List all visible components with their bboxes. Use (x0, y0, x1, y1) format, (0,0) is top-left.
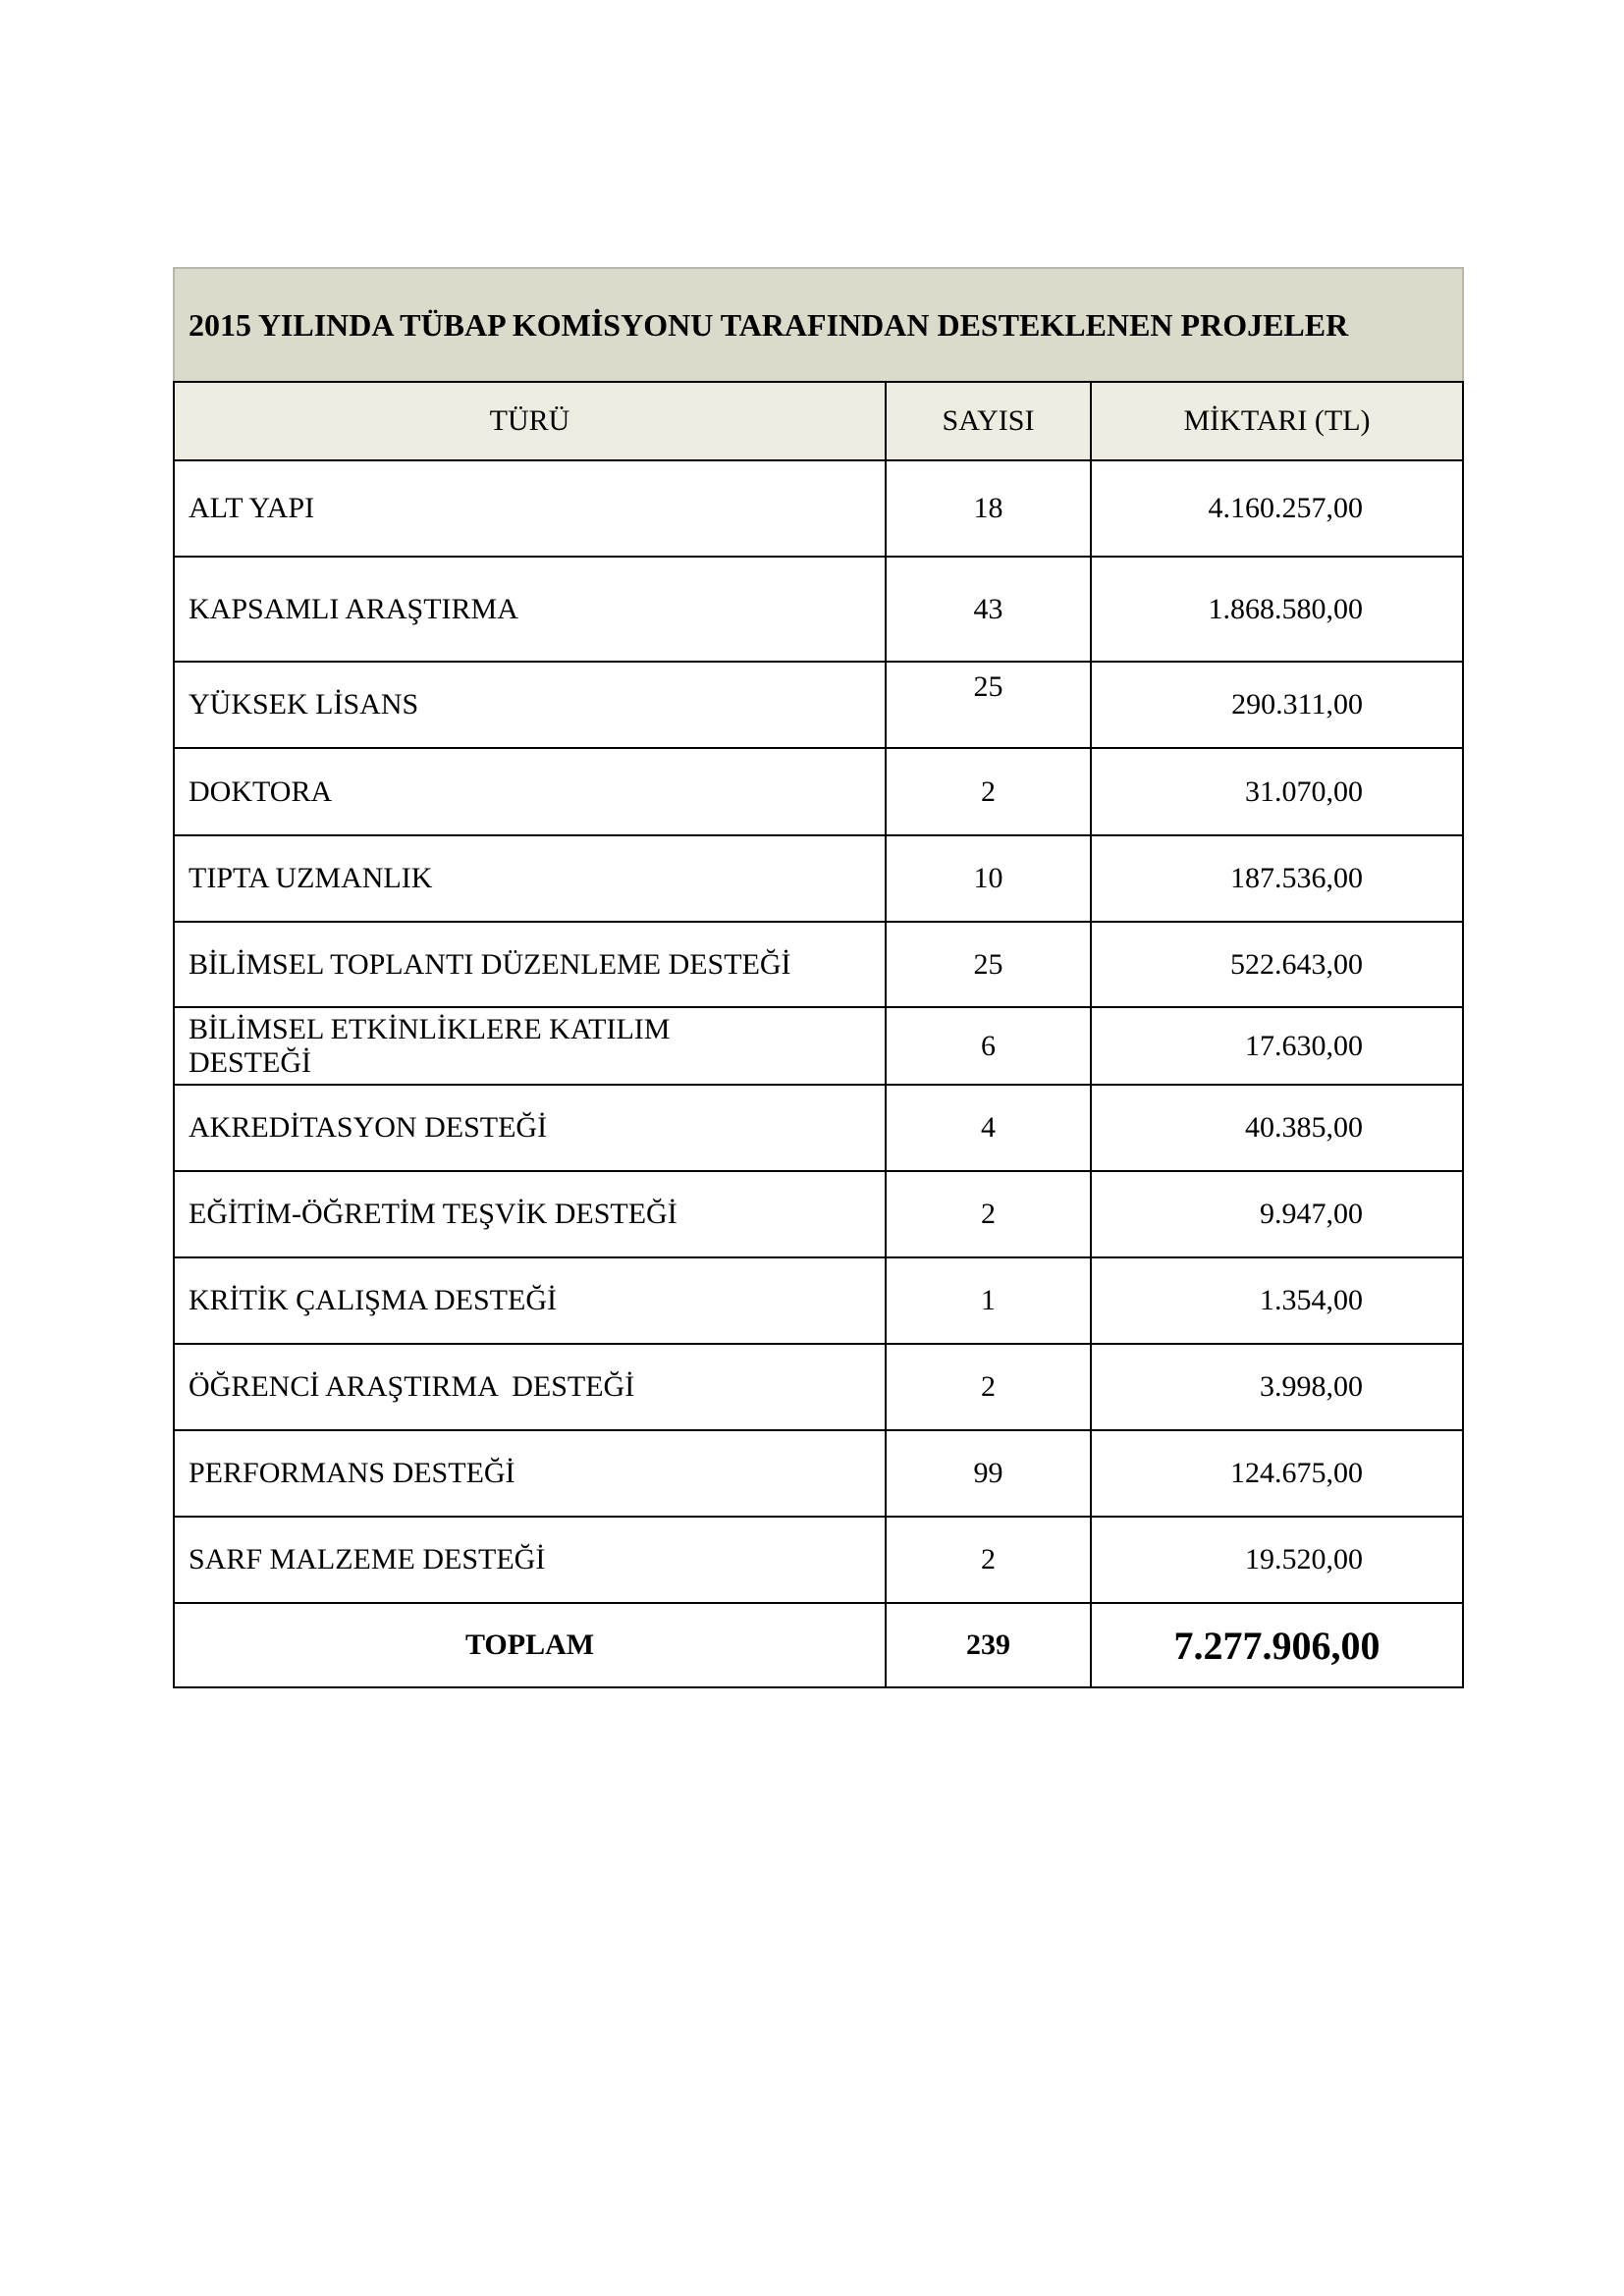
table-header-row (174, 382, 1463, 460)
row-type: BİLİMSEL ETKİNLİKLERE KATILIM DESTEĞİ (174, 1007, 886, 1085)
row-count: 2 (886, 1344, 1091, 1430)
header-count: SAYISI (886, 382, 1091, 460)
table-row (174, 557, 1463, 662)
table-row (174, 1257, 1463, 1344)
row-amount: 9.947,00 (1091, 1171, 1463, 1257)
table-row (174, 1085, 1463, 1171)
row-amount: 290.311,00 (1091, 662, 1463, 748)
table-row (174, 835, 1463, 922)
row-count: 2 (886, 1171, 1091, 1257)
total-amount: 7.277.906,00 (1091, 1603, 1463, 1687)
row-count: 6 (886, 1007, 1091, 1085)
row-type: EĞİTİM-ÖĞRETİM TEŞVİK DESTEĞİ (174, 1171, 886, 1257)
table-row (174, 1171, 1463, 1257)
row-amount: 40.385,00 (1091, 1085, 1463, 1171)
table-row (174, 1430, 1463, 1517)
row-type: KAPSAMLI ARAŞTIRMA (174, 557, 886, 662)
row-count: 2 (886, 1517, 1091, 1603)
supported-projects-table (173, 267, 1464, 1688)
row-count: 4 (886, 1085, 1091, 1171)
row-count: 1 (886, 1257, 1091, 1344)
header-type: TÜRÜ (174, 382, 886, 460)
row-amount: 3.998,00 (1091, 1344, 1463, 1430)
projects-table-container (173, 267, 1462, 1688)
row-type: KRİTİK ÇALIŞMA DESTEĞİ (174, 1257, 886, 1344)
row-type: YÜKSEK LİSANS (174, 662, 886, 748)
row-count: 43 (886, 557, 1091, 662)
table-row (174, 1007, 1463, 1085)
row-amount: 187.536,00 (1091, 835, 1463, 922)
table-row (174, 460, 1463, 557)
row-count: 25 (886, 922, 1091, 1007)
total-row (174, 1603, 1463, 1687)
row-count: 25 (886, 662, 1091, 748)
table-title: 2015 YILINDA TÜBAP KOMİSYONU TARAFINDAN DESTEKLENEN PROJELER (174, 268, 1463, 382)
table-title-row (174, 268, 1463, 382)
row-count: 10 (886, 835, 1091, 922)
table-row (174, 1344, 1463, 1430)
row-type: BİLİMSEL TOPLANTI DÜZENLEME DESTEĞİ (174, 922, 886, 1007)
row-amount: 17.630,00 (1091, 1007, 1463, 1085)
row-amount: 124.675,00 (1091, 1430, 1463, 1517)
row-count: 18 (886, 460, 1091, 557)
table-row (174, 1517, 1463, 1603)
table-row (174, 922, 1463, 1007)
row-count: 99 (886, 1430, 1091, 1517)
row-amount: 31.070,00 (1091, 748, 1463, 835)
table-row (174, 748, 1463, 835)
row-type: PERFORMANS DESTEĞİ (174, 1430, 886, 1517)
row-amount: 19.520,00 (1091, 1517, 1463, 1603)
row-type: DOKTORA (174, 748, 886, 835)
row-amount: 1.354,00 (1091, 1257, 1463, 1344)
total-label: TOPLAM (174, 1603, 886, 1687)
total-count: 239 (886, 1603, 1091, 1687)
row-amount: 522.643,00 (1091, 922, 1463, 1007)
row-type: ALT YAPI (174, 460, 886, 557)
row-type: AKREDİTASYON DESTEĞİ (174, 1085, 886, 1171)
table-row (174, 662, 1463, 748)
row-type: TIPTA UZMANLIK (174, 835, 886, 922)
header-amount: MİKTARI (TL) (1091, 382, 1463, 460)
row-amount: 1.868.580,00 (1091, 557, 1463, 662)
row-type: SARF MALZEME DESTEĞİ (174, 1517, 886, 1603)
row-count: 2 (886, 748, 1091, 835)
row-amount: 4.160.257,00 (1091, 460, 1463, 557)
row-type: ÖĞRENCİ ARAŞTIRMA DESTEĞİ (174, 1344, 886, 1430)
